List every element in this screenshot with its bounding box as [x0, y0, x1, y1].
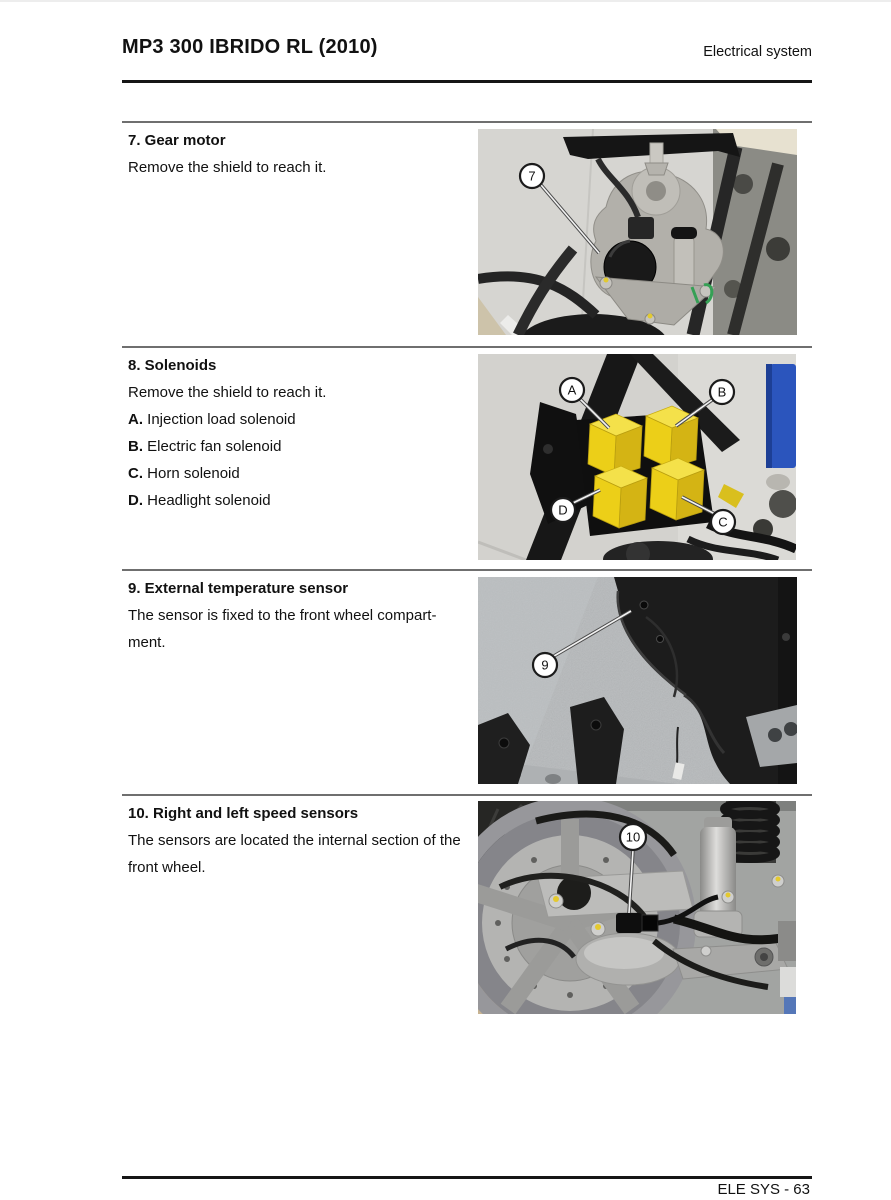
svg-text:7: 7 — [528, 168, 536, 184]
legend-item: C. Horn solenoid — [128, 465, 240, 482]
section-heading: 8. Solenoids — [128, 357, 217, 374]
page-top-edge — [0, 0, 891, 2]
gear-motor-photo — [478, 129, 797, 335]
speed-sensors-photo — [478, 801, 796, 1014]
footer-page-label: ELE SYS - 63 — [717, 1181, 810, 1198]
section-temp-sensor — [122, 569, 812, 796]
svg-text:B: B — [717, 384, 727, 400]
body-line: The sensor is fixed to the front wheel compart- — [128, 607, 437, 624]
section-heading: 9. External temperature sensor — [128, 580, 349, 597]
svg-text:9: 9 — [541, 657, 549, 673]
svg-text:A: A — [567, 382, 577, 398]
svg-text:D: D — [558, 502, 568, 518]
body-line: Remove the shield to reach it. — [128, 159, 327, 176]
temp-sensor-photo — [478, 577, 797, 784]
body-line: ment. — [128, 634, 166, 651]
section-text — [122, 123, 484, 181]
svg-text:C: C — [718, 514, 728, 530]
section-text — [122, 796, 484, 881]
page-title: MP3 300 IBRIDO RL (2010) — [122, 36, 378, 58]
section-text — [122, 571, 484, 656]
section-speed-sensors — [122, 794, 812, 1036]
legend-item: B. Electric fan solenoid — [128, 438, 282, 455]
solenoids-photo — [478, 354, 796, 560]
header-rule — [122, 80, 812, 83]
legend-item: A. Injection load solenoid — [128, 411, 296, 428]
section-text — [122, 348, 484, 514]
body-line: front wheel. — [128, 859, 206, 876]
footer-rule — [122, 1176, 812, 1179]
section-heading: 7. Gear motor — [128, 132, 226, 149]
section-solenoids — [122, 346, 812, 571]
body-line: The sensors are located the internal section of the — [128, 832, 461, 849]
header-chapter-label: Electrical system — [703, 44, 812, 60]
section-heading: 10. Right and left speed sensors — [128, 805, 359, 822]
svg-text:10: 10 — [625, 829, 641, 845]
body-line: Remove the shield to reach it. — [128, 384, 327, 401]
legend-item: D. Headlight solenoid — [128, 492, 271, 509]
section-gear-motor — [122, 121, 812, 348]
